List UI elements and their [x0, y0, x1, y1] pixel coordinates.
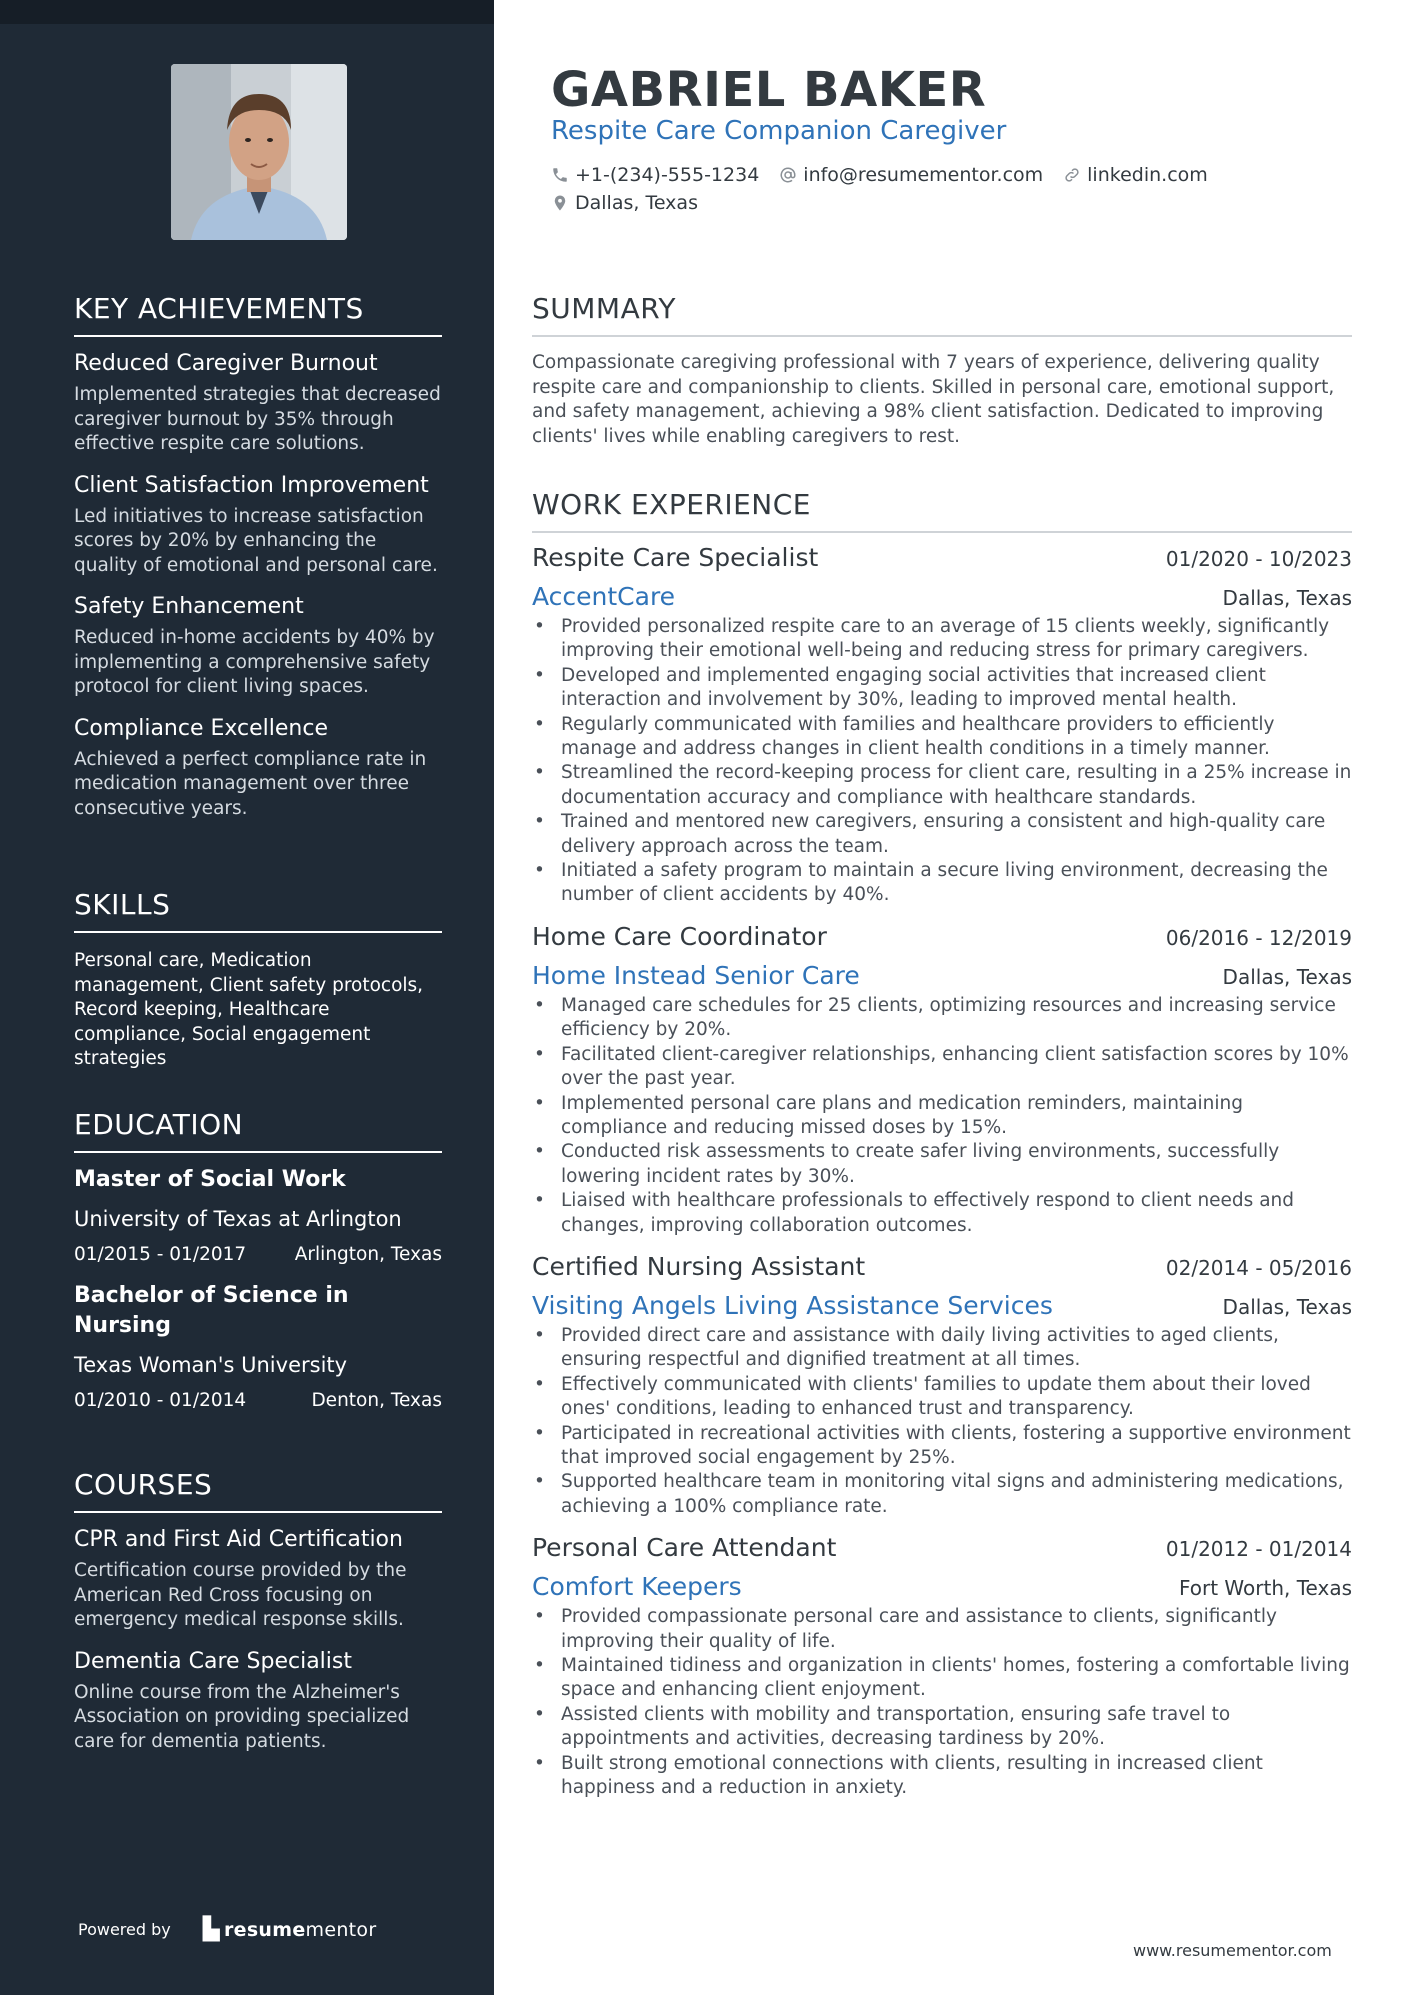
course-desc: Certification course provided by the American Red Cross focusing on emergency medical response skills. [74, 1560, 407, 1630]
job-bullet: • Implemented personal care plans and medication reminders, maintaining compliance and reducing missed doses by 15%. [532, 1092, 1352, 1141]
job-subheader [532, 1572, 1352, 1601]
sidebar [0, 0, 494, 1995]
candidate-name: GABRIEL BAKER [551, 62, 987, 118]
courses-section [74, 1468, 442, 1754]
job-subheader [532, 582, 1352, 611]
job-title: Personal Care Attendant [532, 1533, 837, 1563]
location-pin-icon [551, 194, 569, 212]
job-title: Home Care Coordinator [532, 921, 827, 951]
education-school: Texas Woman's University [74, 1353, 348, 1377]
candidate-role: Respite Care Companion Caregiver [551, 116, 1007, 146]
job-company: Home Instead Senior Care [532, 960, 860, 990]
education-location: Arlington, Texas [294, 1244, 442, 1265]
achievement-title: Compliance Excellence [74, 715, 328, 741]
education-degree: Master of Social Work [74, 1167, 346, 1192]
work-experience-section [532, 488, 1352, 1800]
education-item [74, 1281, 442, 1413]
email-text: info@resumementor.com [803, 164, 1044, 186]
skills-heading: SKILLS [74, 888, 442, 933]
contact-email[interactable] [779, 164, 1043, 186]
job-bullet: • Maintained tidiness and organization in clients' homes, fostering a comfortable living space and enhancing client enjoyment. [532, 1654, 1352, 1703]
education-section [74, 1108, 442, 1413]
job-location: Fort Worth, Texas [1178, 1576, 1352, 1601]
job-bullets [532, 1605, 1352, 1800]
contact-row [551, 192, 1228, 214]
course-item [74, 1647, 442, 1755]
course-desc: Online course from the Alzheimer's Association on providing specialized care for dementia patients. [74, 1681, 410, 1752]
key-achievements-section [74, 292, 442, 821]
education-location: Denton, Texas [311, 1390, 442, 1411]
job-subheader [532, 961, 1352, 990]
powered-by-label: Powered by [78, 1920, 171, 1939]
job-bullet: • Facilitated client-caregiver relationships, enhancing client satisfaction scores by 10% over the past year. [532, 1043, 1352, 1092]
job-dates: 02/2014 - 05/2016 [1165, 1255, 1352, 1280]
education-dates: 01/2015 - 01/2017 [74, 1244, 247, 1265]
job-bullet: • Streamlined the record-keeping process for client care, resulting in a 25% increase in documentation accuracy and compliance with healthcare standards. [532, 761, 1352, 810]
logo-text-bold: resume [223, 1918, 306, 1941]
job-entry [532, 543, 1352, 908]
job-company: AccentCare [532, 582, 676, 611]
resumementor-logo-icon: ▙ [202, 1917, 220, 1942]
job-bullets [532, 615, 1352, 908]
profile-photo [171, 64, 347, 240]
education-degree: Bachelor of Science in Nursing [74, 1283, 349, 1338]
education-item [74, 1165, 442, 1267]
job-bullet: • Built strong emotional connections with clients, resulting in increased client happiness and a reduction in anxiety. [532, 1752, 1352, 1801]
phone-text: +1-(234)-555-1234 [575, 164, 760, 186]
key-achievements-heading: KEY ACHIEVEMENTS [74, 292, 442, 337]
location-text: Dallas, Texas [575, 192, 698, 214]
summary-text: Compassionate caregiving professional with 7 years of experience, delivering quality respite care and companionship to clients. Skilled in personal care, emotional support, and safety management, achieving a 98% client satisfaction. Dedicated to improving clients' lives while enabling caregivers to rest. [532, 352, 1335, 447]
job-bullets [532, 1324, 1352, 1519]
job-bullet: • Effectively communicated with clients' families to update them about their loved ones' conditions, leading to enhanced trust and transparency. [532, 1373, 1352, 1422]
courses-heading: COURSES [74, 1468, 442, 1513]
education-school: University of Texas at Arlington [74, 1207, 402, 1231]
achievement-desc: Reduced in-home accidents by 40% by implementing a comprehensive safety protocol for client living spaces. [74, 627, 435, 697]
footer-website-link[interactable]: www.resumementor.com [1133, 1941, 1332, 1960]
job-header [532, 543, 1352, 572]
job-entry [532, 1252, 1352, 1519]
education-meta [74, 1389, 442, 1413]
job-bullet: • Participated in recreational activities with clients, fostering a supportive environment that improved social engagement by 25%. [532, 1422, 1352, 1471]
linkedin-text: linkedin.com [1087, 164, 1208, 186]
achievement-item [74, 714, 442, 822]
education-heading: EDUCATION [74, 1108, 442, 1153]
logo-text-light: mentor [305, 1918, 377, 1941]
achievement-desc: Led initiatives to increase satisfaction scores by 20% by enhancing the quality of emotional and personal care. [74, 505, 438, 576]
achievement-item [74, 349, 442, 457]
job-bullet: • Supported healthcare team in monitoring vital signs and administering medications, achieving a 100% compliance rate. [532, 1470, 1352, 1519]
job-dates: 01/2020 - 10/2023 [1165, 547, 1352, 571]
job-bullet: • Assisted clients with mobility and transportation, ensuring safe travel to appointments and activities, decreasing tardiness by 20%. [532, 1703, 1352, 1752]
job-bullet: • Managed care schedules for 25 clients, optimizing resources and increasing service efficiency by 20%. [532, 994, 1352, 1043]
job-bullet: • Initiated a safety program to maintain a secure living environment, decreasing the number of client accidents by 40%. [532, 859, 1352, 908]
job-dates: 06/2016 - 12/2019 [1165, 925, 1352, 950]
education-meta [74, 1243, 442, 1267]
achievement-item [74, 592, 442, 700]
job-bullet: • Regularly communicated with families and healthcare providers to efficiently manage and address changes in client health conditions in a timely manner. [532, 713, 1352, 762]
job-title: Respite Care Specialist [532, 543, 819, 572]
job-header [532, 1252, 1352, 1281]
achievement-title: Client Satisfaction Improvement [74, 472, 429, 498]
achievement-desc: Implemented strategies that decreased caregiver burnout by 35% through effective respite care solutions. [74, 384, 441, 454]
job-title: Certified Nursing Assistant [532, 1251, 866, 1281]
course-title: CPR and First Aid Certification [74, 1527, 403, 1552]
job-bullets [532, 994, 1352, 1238]
job-company: Visiting Angels Living Assistance Services [532, 1290, 1053, 1320]
job-entry [532, 922, 1352, 1238]
achievement-title: Reduced Caregiver Burnout [74, 351, 378, 376]
contact-info [551, 164, 1228, 220]
job-header [532, 922, 1352, 951]
sidebar-top-bar [0, 0, 494, 24]
job-bullet: • Liaised with healthcare professionals to effectively respond to client needs and changes, improving collaboration outcomes. [532, 1189, 1352, 1238]
contact-phone[interactable] [551, 164, 759, 186]
job-dates: 01/2012 - 01/2014 [1165, 1537, 1352, 1562]
work-experience-heading: WORK EXPERIENCE [532, 488, 1352, 533]
resumementor-logo[interactable] [203, 1917, 377, 1942]
achievement-desc: Achieved a perfect compliance rate in medication management over three consecutive years. [74, 748, 427, 819]
job-location: Dallas, Texas [1222, 586, 1352, 610]
job-header [532, 1533, 1352, 1562]
job-location: Dallas, Texas [1222, 964, 1352, 989]
skills-section [74, 888, 442, 1072]
achievement-title: Safety Enhancement [74, 594, 304, 619]
powered-by [78, 1917, 376, 1942]
summary-section [532, 292, 1352, 449]
job-location: Dallas, Texas [1222, 1294, 1352, 1319]
phone-icon [551, 166, 569, 184]
contact-location [551, 192, 698, 214]
summary-heading: SUMMARY [532, 292, 1352, 337]
job-bullet: • Developed and implemented engaging social activities that increased client interaction and involvement by 30%, leading to improved mental health. [532, 664, 1352, 713]
contact-row [551, 164, 1228, 186]
job-bullet: • Provided personalized respite care to an average of 15 clients weekly, significantly improving their emotional well-being and reducing stress for primary caregivers. [532, 615, 1352, 664]
contact-linkedin[interactable] [1063, 164, 1208, 186]
skills-list: Personal care, Medication management, Client safety protocols, Record keeping, Healthcare compliance, Social engagement strategies [74, 950, 424, 1069]
job-company: Comfort Keepers [532, 1572, 742, 1602]
link-icon [1063, 166, 1081, 184]
job-bullet: • Trained and mentored new caregivers, ensuring a consistent and high-quality care delivery approach across the team. [532, 810, 1352, 859]
education-dates: 01/2010 - 01/2014 [74, 1390, 247, 1411]
job-bullet: • Provided direct care and assistance with daily living activities to aged clients, ensuring respectful and dignified treatment at all times. [532, 1324, 1352, 1373]
course-item [74, 1525, 442, 1633]
at-icon [779, 166, 797, 184]
job-bullet: • Conducted risk assessments to create safer living environments, successfully lowering incident rates by 30%. [532, 1140, 1352, 1189]
achievement-item [74, 471, 442, 579]
course-title: Dementia Care Specialist [74, 1648, 352, 1674]
job-bullet: • Provided compassionate personal care and assistance to clients, significantly improving their quality of life. [532, 1605, 1352, 1654]
job-subheader [532, 1291, 1352, 1320]
job-entry [532, 1533, 1352, 1800]
